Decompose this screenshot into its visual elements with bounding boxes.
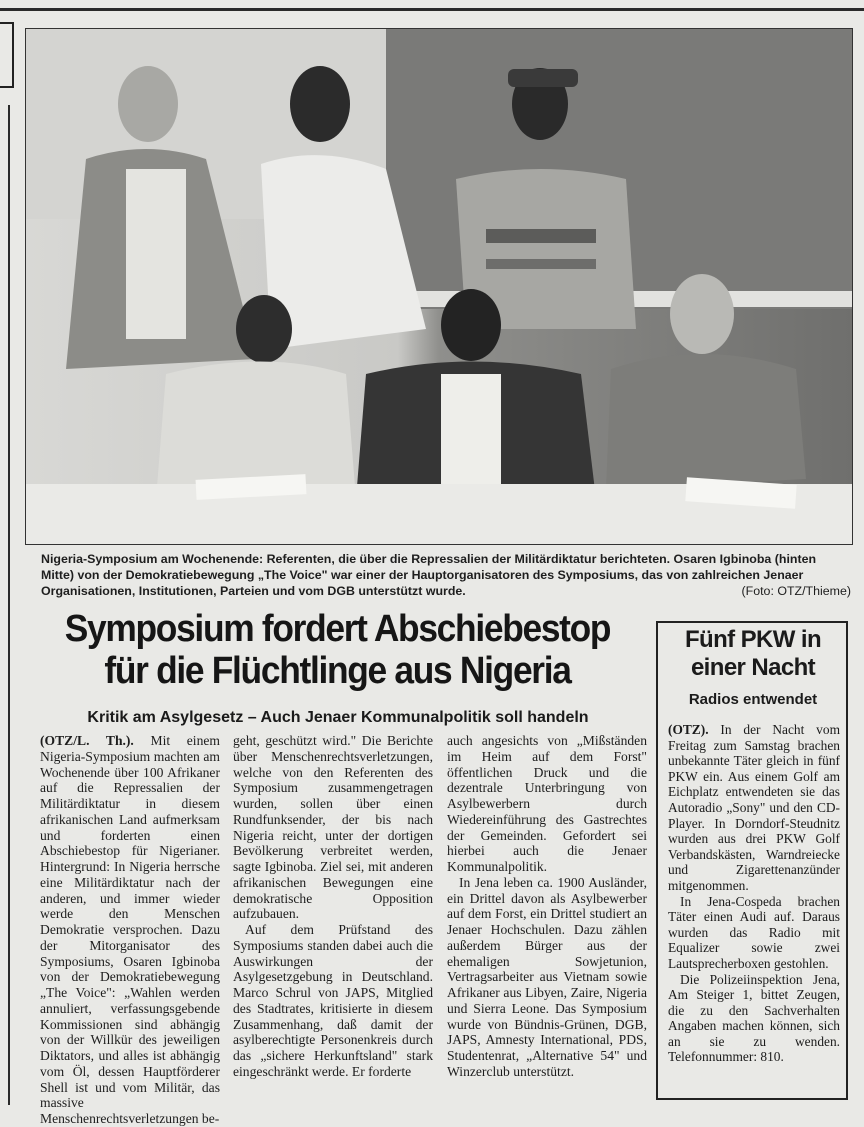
col1-paragraph-1: Mit einem Nigeria-Symposium machten am Wochenende über 100 Afrikaner auf die Repressalien der Militärdiktatur in diesem afrikanischen Land aufmerksam und forderten einen Abschiebestop für Nigerianer. Hintergrund: In Nigeria herrsche eine Militärdiktatur nach der anderen, und immer wieder werde den Menschen Demokratie versprochen. Dazu der Mitorganisator des Symposiums, Osaren Igbinoba von der Demokratiebewegung „The Voice": „Wahlen werden annuliert, verfassungsgebende Kommissionen sind abhängig von der Willkür des jeweiligen Diktators, und alles ist abhängig vom Öl, dessen Hauptförderer Shell ist und vom Militär, das massive Menschenrechtsverletzungen be- (40, 733, 220, 1126)
col3-paragraph-1: auch angesichts von „Mißständen im Heim auf dem Forst" öffentlichen Druck und die dezentrale Unterbringung von Asylbewerbern durch Wiedereinführung des Gastrechtes der Gemeinden. Gefordert sei hierbei auch die Jenaer Kommunalpolitik. (447, 733, 647, 874)
col3-paragraph-2: In Jena leben ca. 1900 Ausländer, ein Drittel davon als Asylbewerber auf dem Forst, ein Drittel studiert an Jenaer Hochschulen. Dazu zählen außerdem Bürger aus der ehemaligen Sowjetunion, Vertragsarbeiter aus Vietnam sowie Afrikaner aus Libyen, Zaire, Nigeria und Sierra Leone. Das Symposium wurde von Bündnis-Grünen, DGB, JAPS, Amnesty International, PDS, Studentenrat, „Alternative 54" und Winzerclub unterstützt. (447, 874, 647, 1079)
headline-line-2: für die Flüchtlinge aus Nigeria (104, 650, 571, 692)
sidebar-paragraph-2: In Jena-Cospeda brachen Täter einen Audi auf. Daraus wurden das Radio mit Equalizer sowie zwei Lautsprecherboxen gestohlen. (668, 893, 840, 971)
article-headline (52, 608, 624, 692)
sidebar-lead: (OTZ). (668, 722, 709, 737)
top-rule (0, 8, 864, 11)
sidebar-subtitle: Radios entwendet (688, 691, 818, 708)
group-photo-illustration (26, 29, 852, 544)
sidebar-body (668, 722, 840, 1065)
article-subheadline: Kritik am Asylgesetz – Auch Jenaer Kommunalpolitik soll handeln (87, 709, 589, 726)
left-edge-rule (8, 105, 10, 1105)
article-column-2 (233, 733, 433, 1080)
caption-text: Nigeria-Symposium am Wochenende: Referenten, die über die Repressalien der Militärdiktatur berichteten. Osaren Igbinoba (hinten Mitte) von der Demokratiebewegung „The Voice" war einer der Hauptorganisatoren des Symposiums, das von zahlreichen Jenaer Organisationen, Institutionen, Parteien und vom DGB unterstützt wurde. (41, 552, 817, 598)
sidebar-title-line-1: Fünf PKW in (684, 626, 822, 653)
sidebar-title (660, 626, 846, 682)
article-column-3 (447, 733, 647, 1080)
sidebar-title-line-2: einer Nacht (690, 654, 816, 681)
article-lead: (OTZ/L. Th.). (40, 733, 134, 748)
sidebar-paragraph-1: In der Nacht vom Freitag zum Samstag brachen unbekannte Täter gleich in fünf PKW ein. Aus einem Golf am Eichplatz entwendeten sie das Autoradio „Sony" und den CD-Player. In Dorndorf-Steudnitz wurden aus drei PKW Golf Verbandskästen, Warndreiecke und Zigarettenanzünder mitgenommen. (668, 722, 840, 893)
photo-caption (41, 551, 851, 599)
col2-paragraph-2: Auf dem Prüfstand des Symposiums standen dabei auch die Auswirkungen der Asylgesetzgebung in Deutschland. Marco Schrul von JAPS, Mitglied des Stadtrates, kritisierte in diesem Zusammenhang, daß damit der asylberechtigte Personenkreis durch das „sichere Herkunftsland" stark eingeschränkt werde. Er forderte (233, 922, 433, 1079)
col2-paragraph-1: geht, geschützt wird." Die Berichte über Menschenrechtsverletzungen, welche von den Referenten des Symposium zusammengetragen wurden, sollen über einen Rundfunksender, der bis nach Nigeria reicht, unter der dortigen Bevölkerung verbreitet werden, sagte Igbinoba. Ziel sei, mit anderen afrikanischen Bewegungen eine demokratische Opposition aufzubauen. (233, 733, 433, 922)
article-column-1 (40, 733, 220, 1127)
headline-line-1: Symposium fordert Abschiebestop (64, 608, 611, 650)
left-edge-box (0, 22, 14, 88)
group-photo (25, 28, 853, 545)
photo-credit: (Foto: OTZ/Thieme) (741, 584, 851, 598)
sidebar-paragraph-3: Die Polizeiinspektion Jena, Am Steiger 1, bittet Zeugen, die zu den Sachverhalten Angaben machen können, sich an sie zu wenden. Telefonnummer: 810. (668, 971, 840, 1065)
